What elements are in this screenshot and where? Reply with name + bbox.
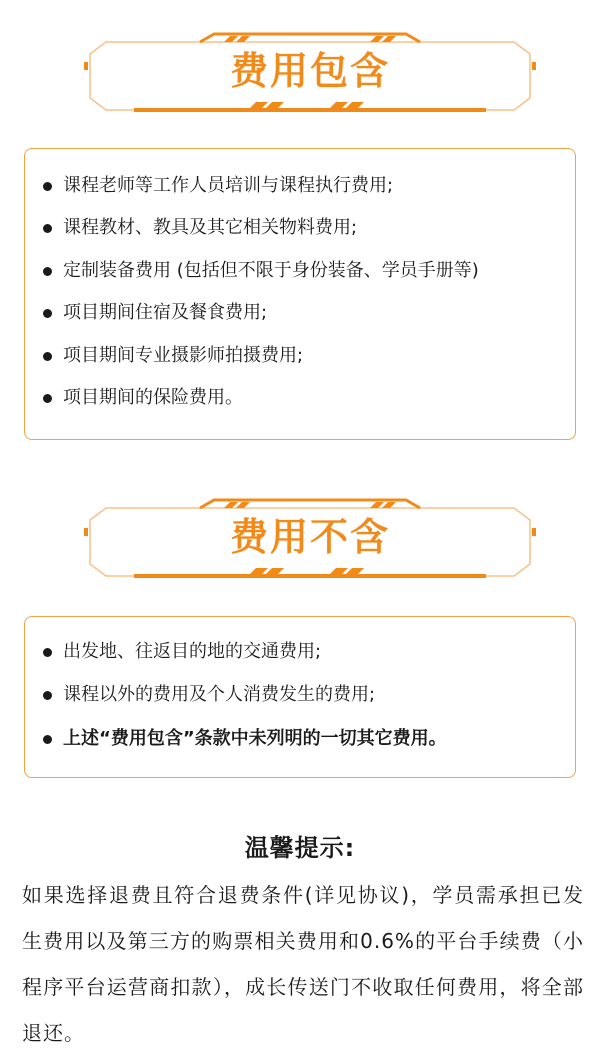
bullet-icon (43, 267, 52, 276)
list-item-text: 课程以外的费用及个人消费发生的费用; (63, 684, 376, 705)
list-item-text: 定制装备费用 (包括但不限于身份装备、学员手册等) (63, 260, 479, 281)
list-item (43, 341, 565, 371)
list-item-text: 项目期间住宿及餐食费用; (63, 302, 268, 323)
list-item (43, 680, 565, 710)
list-item-text: 课程老师等工作人员培训与课程执行费用; (63, 175, 394, 196)
list-item (43, 383, 565, 413)
included-card (24, 148, 576, 440)
list-item (43, 298, 565, 328)
list-item-text: 课程教材、教具及其它相关物料费用; (63, 217, 358, 238)
list-item (43, 213, 565, 243)
bullet-icon (43, 691, 52, 700)
list-item-text: 项目期间专业摄影师拍摄费用; (63, 345, 304, 366)
list-item-text: 出发地、往返目的地的交通费用; (63, 641, 322, 662)
section-banner-excluded (80, 498, 540, 578)
section-title-excluded: 费用不含 (229, 515, 390, 559)
tips-title: 温馨提示: (244, 834, 356, 862)
bullet-icon (43, 735, 52, 744)
list-item (43, 724, 565, 754)
excluded-card (24, 616, 576, 778)
bullet-icon (43, 309, 52, 318)
list-item (43, 637, 565, 667)
tips-body: 如果选择退费且符合退费条件(详见协议)，学员需承担已发生费用以及第三方的购票相关费用和0.6%的平台手续费（小程序平台运营商扣款），成长传送门不收取任何费用，将全部退还。 (22, 883, 584, 1045)
bullet-icon (43, 648, 52, 657)
bullet-icon (43, 224, 52, 233)
section-title-included: 费用包含 (229, 49, 390, 93)
bullet-icon (43, 352, 52, 361)
section-banner-included (80, 32, 540, 112)
bullet-icon (43, 182, 52, 191)
list-item (43, 256, 565, 286)
list-item (43, 171, 565, 201)
bullet-icon (43, 394, 52, 403)
list-item-text: 项目期间的保险费用。 (63, 387, 243, 408)
list-item-text: 上述“费用包含”条款中未列明的一切其它费用。 (63, 728, 447, 749)
